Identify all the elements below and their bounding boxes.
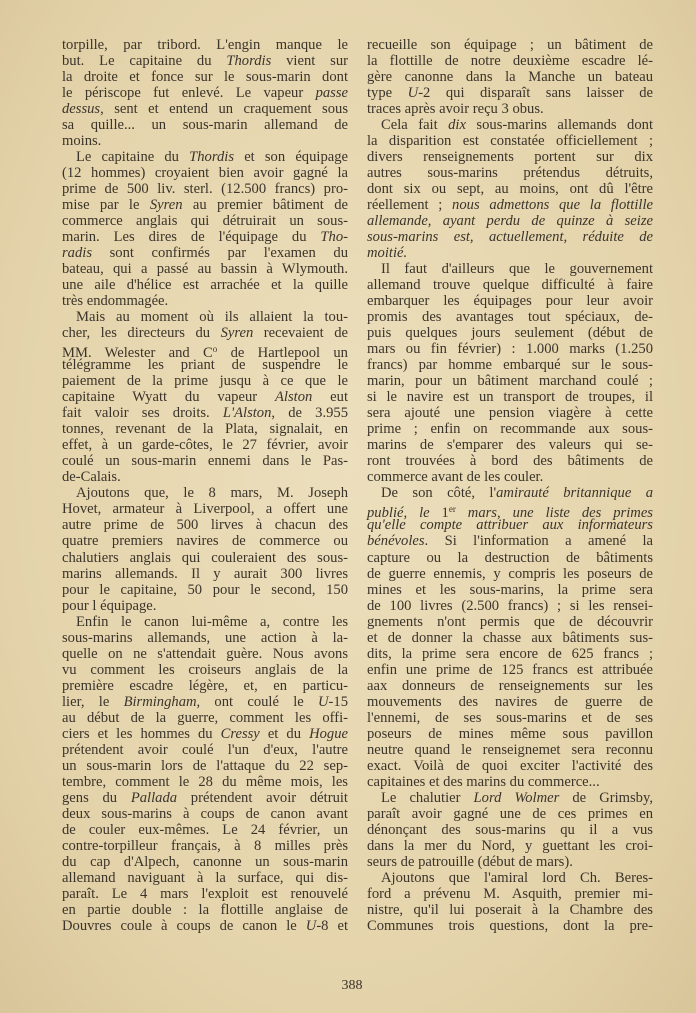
text-run: capture ou la destruction de bâtiments	[367, 549, 653, 566]
text-line	[62, 85, 348, 101]
text-line	[367, 53, 653, 69]
text-run: capitaines et des marins du commerce...	[367, 773, 600, 790]
text-line	[62, 501, 348, 517]
text-line	[62, 117, 348, 133]
text-run: gère canonne dans la Manche un bateau	[367, 69, 653, 86]
text-run: l'ennemi, de ses sous-marins et de ses	[367, 709, 653, 726]
text-line	[367, 341, 653, 357]
text-line	[62, 582, 348, 598]
text-run: de guerre ennemis, y compris les poseurs de	[367, 565, 653, 582]
text-line	[62, 790, 348, 806]
text-line	[62, 630, 348, 646]
text-run: divers renseignements portent sur dix	[367, 149, 653, 166]
text-run: -8 et	[316, 917, 349, 934]
text-run: sont confirmés par l'examen du	[92, 245, 348, 262]
text-run: vient sur	[271, 53, 348, 70]
text-run: au premier bâtiment de	[182, 197, 348, 214]
text-run: coulé un sous-marin ennemi dans le Pas-	[62, 453, 348, 470]
text-line	[367, 870, 653, 886]
text-line	[62, 325, 348, 341]
text-run: ront trouvées à bord des bâtiments de	[367, 453, 653, 470]
text-run: marins allemands. Il y aurait 300 livres	[62, 565, 348, 582]
italic-text: Birmingham	[123, 693, 197, 710]
text-run: de Hartlepool un	[217, 345, 348, 362]
paragraph	[367, 790, 653, 870]
text-line	[367, 886, 653, 902]
text-line	[62, 69, 348, 85]
superscript: er	[448, 504, 456, 515]
text-line	[367, 678, 653, 694]
italic-text: amirauté britannique a	[496, 485, 653, 502]
text-line	[367, 758, 653, 774]
text-run: Hovet, armateur à Liverpool, a offert une	[62, 501, 348, 518]
text-line	[367, 774, 653, 790]
text-line	[62, 662, 348, 678]
text-line	[367, 662, 653, 678]
text-run: marin, pour un bâtiment marchand coulé ;	[367, 373, 653, 390]
italic-text: U	[317, 693, 329, 710]
text-line	[62, 357, 348, 373]
text-line	[62, 405, 348, 421]
text-line	[367, 405, 653, 421]
text-run: une aile d'hélice est arrachée et la quille	[62, 277, 348, 294]
paragraph	[367, 870, 653, 934]
text-run: -2 qui disparaît sans laisser de	[418, 85, 653, 102]
text-line	[62, 646, 348, 662]
text-line	[367, 357, 653, 373]
text-line	[62, 213, 348, 229]
italic-text: publié, le	[367, 505, 442, 522]
italic-text: sous-marins est, actuellement, réduite de	[367, 229, 653, 246]
text-run: mise par le	[62, 197, 150, 214]
text-run: aax donneurs de renseignements sur les	[367, 677, 653, 694]
text-run: type	[367, 85, 408, 102]
text-run: et de donner la chasse aux bâtiments sus-	[367, 629, 653, 646]
text-run: télégramme les priant de suspendre le	[62, 357, 348, 374]
text-line	[367, 485, 653, 501]
italic-text: radis	[62, 245, 93, 262]
text-run: traces après avoir reçu 3 obus.	[367, 101, 544, 118]
italic-text: Thordis	[226, 53, 272, 70]
text-run: prime ; enfin on recommande aux sous-	[367, 421, 653, 438]
text-run: la flottille de notre deuxième escadre lé-	[367, 53, 653, 70]
text-line	[367, 69, 653, 85]
text-run: le périscope fut enlevé. Le vapeur	[62, 85, 316, 102]
text-line	[367, 85, 653, 101]
text-line	[62, 421, 348, 437]
text-line	[62, 806, 348, 822]
text-run: . Si l'information a amené la	[424, 533, 653, 550]
text-run: allemand trouve quelque difficulté à faire	[367, 277, 653, 294]
text-run: dont six ou sept, au moins, ont dû l'être	[367, 181, 653, 198]
text-line	[62, 309, 348, 325]
text-line	[62, 902, 348, 918]
text-run: la droite et fonce sur le sous-marin dont	[62, 69, 348, 86]
text-line	[62, 133, 348, 149]
text-run: quelle on ne s'attendait guère. Nous avons	[62, 645, 348, 662]
paragraph	[62, 614, 348, 934]
text-line	[62, 870, 348, 886]
text-line	[62, 341, 348, 362]
text-run: Le chalutier	[381, 789, 474, 806]
text-line	[62, 197, 348, 213]
text-line	[367, 133, 653, 149]
text-line	[62, 694, 348, 710]
text-run: Cela fait	[381, 117, 449, 134]
italic-text: Cressy	[220, 725, 260, 742]
italic-text: qu'elle compte attribuer aux informateurs	[367, 517, 653, 534]
text-line	[367, 726, 653, 742]
text-run: prétendent avoir détruit	[177, 789, 348, 806]
text-run: tonnes, revenant de la Plata, signalait, en	[62, 421, 348, 438]
text-run: embarquer les équipages pour leur avoir	[367, 293, 653, 310]
text-line	[367, 838, 653, 854]
text-line	[62, 726, 348, 742]
text-line	[62, 550, 348, 566]
text-line	[367, 582, 653, 598]
text-run: un sous-marin lors de l'attaque du 22 sep-	[62, 757, 348, 774]
text-line	[367, 646, 653, 662]
italic-text: U	[407, 85, 419, 102]
text-line	[367, 229, 653, 245]
text-run: enfin une prime de 125 francs est attribuée	[367, 661, 653, 678]
text-run: deux sous-marins à coups de canon avant	[62, 805, 348, 822]
italic-text: Tho-	[320, 229, 348, 246]
text-line	[62, 758, 348, 774]
text-line	[367, 101, 653, 117]
text-run: mars ou fin février) : 1.000 marks (1.250	[367, 341, 653, 358]
text-line	[367, 806, 653, 822]
text-line	[62, 533, 348, 549]
text-line	[62, 149, 348, 165]
text-line	[367, 501, 653, 522]
text-run: 1	[441, 505, 449, 522]
paragraph	[62, 309, 348, 485]
text-run: première escadre légère, et, en particu-	[62, 677, 348, 694]
text-run: prime de 500 liv. sterl. (12.500 francs) pro-	[62, 181, 348, 198]
text-run: pour le capitaine, 50 pour le second, 150	[62, 581, 348, 598]
text-run: commerce anglais qui détruirait un sous-	[62, 213, 348, 230]
text-run: de Grimsby,	[559, 789, 653, 806]
text-line	[367, 566, 653, 582]
text-run: capitaine Wyatt du vapeur	[62, 389, 275, 406]
left-column	[62, 37, 348, 934]
text-run: autre prime de 500 lirves à chacun des	[62, 517, 348, 534]
text-run: Le capitaine du	[76, 149, 190, 166]
paragraph	[367, 485, 653, 789]
text-run: (12 hommes) croyaient bien avoir gagné la	[62, 165, 348, 182]
text-line	[62, 614, 348, 630]
text-run: tembre, comment le 28 du même mois, les	[62, 773, 348, 790]
italic-text: moitié.	[367, 245, 408, 262]
text-line	[62, 277, 348, 293]
italic-text: Hogue	[309, 725, 348, 742]
text-run: promis des avantages tout spéciaux, de-	[367, 309, 653, 326]
text-line	[62, 245, 348, 261]
text-line	[62, 566, 348, 582]
text-line	[62, 854, 348, 870]
text-line	[62, 918, 348, 934]
text-run: lier, le	[62, 693, 124, 710]
text-line	[367, 245, 653, 261]
text-line	[367, 389, 653, 405]
text-run: , sent et entend un craquement sous	[100, 101, 348, 118]
text-run: si le navire est un transport de troupes, il	[367, 389, 653, 406]
text-run: poseurs de mines même sous pavillon	[367, 725, 653, 742]
paragraph	[62, 485, 348, 613]
text-run: paraît avoir gagné une de ces primes en	[367, 805, 653, 822]
text-line	[62, 293, 348, 309]
text-line	[62, 437, 348, 453]
text-run: Douvres coule à coups de canon le	[62, 917, 306, 934]
text-line	[62, 742, 348, 758]
text-run: la disparition est constatée officiellement ;	[367, 133, 653, 150]
text-run: réellement ;	[367, 197, 453, 214]
text-line	[367, 309, 653, 325]
text-line	[62, 181, 348, 197]
text-line	[367, 261, 653, 277]
paragraph	[367, 37, 653, 117]
text-run: seurs de patrouille (début de mars).	[367, 853, 573, 870]
text-run: , de 3.955	[271, 405, 348, 422]
italic-text: nous admettons que la flottille	[452, 197, 653, 214]
italic-text: dessus	[62, 101, 101, 118]
text-line	[62, 101, 348, 117]
text-line	[367, 197, 653, 213]
text-line	[367, 902, 653, 918]
text-run: recueille son équipage ; un bâtiment de	[367, 37, 653, 53]
text-line	[62, 229, 348, 245]
text-line	[62, 165, 348, 181]
text-run: exact. Voilà de quoi exciter l'activité des	[367, 757, 653, 774]
italic-text: mars, une liste des primes	[455, 505, 653, 522]
text-run: et du	[259, 725, 310, 742]
text-run: neutre quand le renseignemet sera reconnu	[367, 741, 653, 758]
paragraph	[367, 261, 653, 485]
italic-text: Syren	[220, 325, 254, 342]
text-run: but. Le capitaine du	[62, 53, 227, 70]
text-run: paraît. Le 4 mars l'exploit est renouvelé	[62, 885, 348, 902]
italic-text: dix	[448, 117, 466, 134]
text-line	[367, 437, 653, 453]
text-line	[367, 710, 653, 726]
text-run: paiement de la prime jusqu à ce que le	[62, 373, 348, 390]
text-line	[62, 453, 348, 469]
text-line	[62, 517, 348, 533]
text-run: fait valoir ses droits.	[62, 405, 223, 422]
text-line	[367, 854, 653, 870]
text-run: chalutiers anglais qui couleraient des sous-	[62, 549, 348, 566]
text-run: effet, à un garde-côtes, le 27 février, avoir	[62, 437, 348, 454]
text-run: en partie double : la flottille anglaise de	[62, 901, 348, 918]
text-run: contre-torpilleur français, à 8 milles près	[62, 837, 348, 854]
text-line	[367, 213, 653, 229]
text-run: dans la mer du Nord, y guettant les croi-	[367, 837, 653, 854]
text-run: cher, les directeurs du	[62, 325, 221, 342]
italic-text: passe	[315, 85, 348, 102]
text-run: marin. Les dires de l'équipage du	[62, 229, 321, 246]
text-line	[367, 533, 653, 549]
text-line	[367, 117, 653, 133]
text-run: et son équipage	[234, 149, 348, 166]
text-run: , ont coulé le	[196, 693, 318, 710]
text-line	[367, 149, 653, 165]
text-line	[367, 325, 653, 341]
italic-text: L'Alston	[222, 405, 272, 422]
text-line	[62, 678, 348, 694]
italic-text: Thordis	[189, 149, 235, 166]
text-line	[367, 373, 653, 389]
text-run: du cap d'Alpech, canonne un sous-marin	[62, 853, 348, 870]
text-run: marins de s'emparer des valeurs qui se-	[367, 437, 653, 454]
text-run: autres sous-marins prétendus détruits,	[367, 165, 653, 182]
text-run: recevaient de	[253, 325, 348, 342]
text-run: nistre, qu'il lui poserait à la Chambre des	[367, 901, 653, 918]
text-run: de 100 livres (2.500 francs) ; si les rensei-	[367, 597, 653, 614]
text-run: gens du	[62, 789, 131, 806]
text-line	[367, 550, 653, 566]
text-run: dénonçant des sous-marins qu il a vus	[367, 821, 653, 838]
text-run: puis quelques jours seulement (début de	[367, 325, 653, 342]
text-run: mouvements des navires de guerre de	[367, 693, 653, 710]
italic-text: Pallada	[130, 789, 178, 806]
text-line	[367, 630, 653, 646]
text-run: Ajoutons que, le 8 mars, M. Joseph	[76, 485, 348, 502]
italic-text: Alston	[275, 389, 313, 406]
text-run: pour l équipage.	[62, 597, 157, 614]
text-run: de-Calais.	[62, 469, 121, 486]
text-run: ford a prévenu M. Asquith, premier mi-	[367, 885, 653, 902]
text-run: dits, la prime sera encore de 625 francs ;	[367, 645, 653, 662]
text-line	[367, 469, 653, 485]
text-line	[367, 517, 653, 533]
paragraph	[62, 37, 348, 149]
text-line	[367, 277, 653, 293]
text-line	[62, 774, 348, 790]
text-line	[367, 742, 653, 758]
text-line	[62, 710, 348, 726]
text-run: -15	[328, 693, 348, 710]
text-run: prétendent avoir coulé l'un d'eux, l'autre	[62, 741, 348, 758]
text-run: au début de la guerre, comment les offi-	[62, 709, 348, 726]
text-run: bateau, qui a passé au bassin à Wlymouth.	[62, 261, 348, 278]
text-run: eut	[312, 389, 349, 406]
italic-text: allemande, ayant perdu de quinze à seize	[367, 213, 653, 230]
text-line	[62, 373, 348, 389]
text-line	[367, 790, 653, 806]
paragraph	[367, 117, 653, 261]
text-run: mines et les sous-marins, la prime sera	[367, 581, 653, 598]
text-run: commerce avant de les couler.	[367, 469, 544, 486]
text-line	[367, 694, 653, 710]
text-line	[367, 918, 653, 934]
text-run: Il faut d'ailleurs que le gouvernement	[381, 261, 653, 278]
italic-text: U	[305, 917, 317, 934]
text-run: Enfin le canon lui-même a, contre les	[76, 613, 348, 630]
text-run: allemand naviguant à la surface, qui dis-	[62, 869, 348, 886]
text-line	[62, 37, 348, 53]
text-run: de couler eux-mêmes. Le 24 février, un	[62, 821, 348, 838]
text-run: sera ajouté une pension viagère à cette	[367, 405, 653, 422]
text-run: De son côté, l'	[381, 485, 497, 502]
text-run: sa quille... un sous-marin allemand de	[62, 117, 348, 134]
page-number: 388	[341, 978, 363, 993]
italic-text: bénévoles	[367, 533, 425, 550]
text-line	[62, 886, 348, 902]
text-run: sous-marins allemands, une action à la-	[62, 629, 348, 646]
text-line	[62, 485, 348, 501]
italic-text: Lord Wolmer	[473, 789, 560, 806]
text-run: très endommagée.	[62, 293, 169, 310]
text-line	[62, 822, 348, 838]
text-line	[367, 453, 653, 469]
text-run: Communes trois questions, dont la pre-	[367, 917, 653, 934]
text-run: vu comment les croiseurs anglais de la	[62, 661, 348, 678]
text-run: Mais au moment où ils allaient la tou-	[76, 309, 348, 326]
text-line	[367, 165, 653, 181]
superscript: o	[212, 344, 218, 355]
text-line	[367, 293, 653, 309]
text-run: Ajoutons que l'amiral lord Ch. Beres-	[381, 869, 653, 886]
paragraph	[62, 149, 348, 309]
text-line	[367, 37, 653, 53]
right-column	[367, 37, 653, 934]
text-run: sous-marins allemands dont	[465, 117, 653, 134]
text-line	[62, 598, 348, 614]
text-line	[367, 614, 653, 630]
text-line	[367, 598, 653, 614]
text-run: torpille, par tribord. L'engin manque le	[62, 37, 348, 53]
text-run: quatre premiers navires de commerce ou	[62, 533, 348, 550]
text-line	[367, 181, 653, 197]
text-line	[367, 822, 653, 838]
text-line	[62, 838, 348, 854]
text-line	[62, 53, 348, 69]
text-line	[62, 389, 348, 405]
text-line	[62, 261, 348, 277]
text-line	[62, 469, 348, 485]
italic-text: Syren	[149, 197, 183, 214]
text-run: gnements n'ont permis que de découvrir	[367, 613, 653, 630]
text-run: ciers et les hommes du	[62, 725, 221, 742]
text-run: moins.	[62, 133, 102, 150]
text-run: MM. Welester and C	[62, 345, 213, 362]
text-line	[367, 421, 653, 437]
text-run: francs) par homme embarqué sur le sous-	[367, 357, 653, 374]
